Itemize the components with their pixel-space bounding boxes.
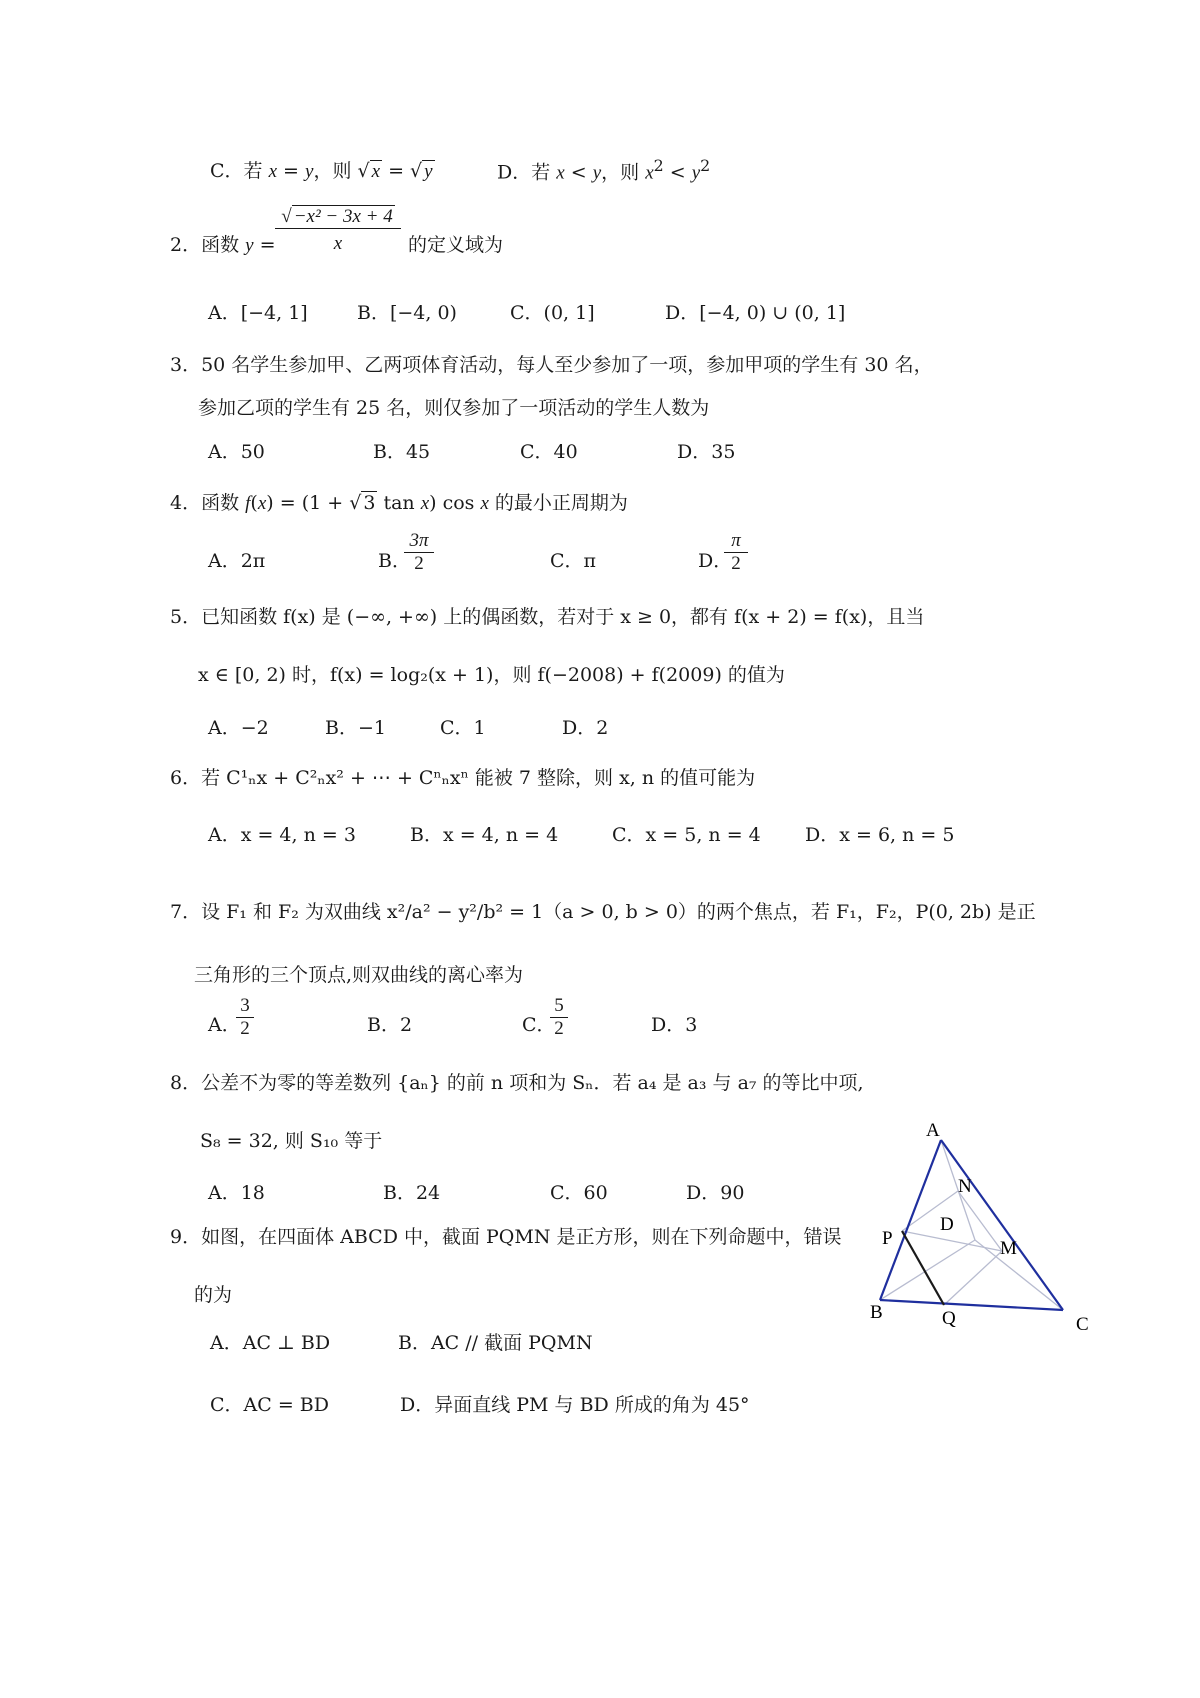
q6-option-a: A．x = 4, n = 3 [208,824,356,846]
edge-qm [944,1251,1002,1305]
q1-option-c: C．若 x = y，则 √ x = √ y [210,160,433,182]
q9-option-b: B．AC // 截面 PQMN [398,1332,593,1354]
q2-option-b: B．[−4, 0) [357,302,457,324]
q5-option-c: C．1 [440,717,486,739]
q4-stem: 4．函数 f(x) = (1 + √ 3 tan x) cos x 的最小正周期为 [170,492,628,514]
q3-option-c: C．40 [520,441,578,463]
q2-option-a: A．[−4, 1] [208,302,308,324]
q6-stem: 6．若 C¹ₙx + C²ₙx² + ⋯ + Cⁿₙxⁿ 能被 7 整除，则 x, n 的值可能为 [170,767,756,789]
q9-option-d: D．异面直线 PM 与 BD 所成的角为 45° [400,1394,750,1416]
q7-stem-line1: 7．设 F₁ 和 F₂ 为双曲线 x²/a² − y²/b² = 1（a > 0, b > 0）的两个焦点，若 F₁，F₂，P(0, 2b) 是正 [170,901,1036,923]
q4-option-d: D． [698,550,733,572]
label-c: C [1076,1314,1089,1335]
label-n: N [958,1176,972,1197]
q8-option-b: B．24 [383,1182,441,1204]
q9-stem-line2: 的为 [194,1284,233,1306]
q7-option-c: C． [522,1014,556,1036]
q3-option-b: B．45 [373,441,431,463]
edge-pq [902,1231,944,1305]
q2-numerator: √ −x² − 3x + 4 [281,206,393,227]
q2-stem: 2．函数 y = [170,234,276,256]
q8-stem-line2: S₈ = 32, 则 S₁₀ 等于 [200,1130,383,1152]
label-p: P [882,1228,893,1249]
q4-option-b: B． [378,550,411,572]
q6-option-d: D．x = 6, n = 5 [805,824,955,846]
label-b: B [870,1302,883,1323]
q1-option-d: D．若 x < y，则 $x^2 < y^2$ [497,156,711,184]
q5-option-a: A．−2 [208,717,269,739]
q5-option-b: B．−1 [325,717,386,739]
q9-option-a: A．AC ⊥ BD [210,1332,331,1354]
q7-stem-line2: 三角形的三个顶点,则双曲线的离心率为 [194,964,524,986]
q4-option-b-fraction: $\frac{3\pi}{2}$ [404,530,434,575]
q2-option-c: C．(0, 1] [510,302,595,324]
q2-tail: 的定义域为 [408,234,504,256]
q7-option-c-fraction: $\frac{5}{2}$ [550,995,568,1040]
label-a: A [926,1120,940,1141]
edge-bc [880,1300,1063,1310]
edge-ab [880,1140,941,1300]
q3-option-d: D．35 [677,441,736,463]
q8-option-d: D．90 [686,1182,745,1204]
edge-ac [941,1140,1063,1310]
label-d: D [940,1214,954,1235]
q8-option-c: C．60 [550,1182,608,1204]
q9-stem-line1: 9．如图，在四面体 ABCD 中，截面 PQMN 是正方形，则在下列命题中，错误 [170,1226,842,1248]
q3-stem-line2: 参加乙项的学生有 25 名，则仅参加了一项活动的学生人数为 [198,397,710,419]
edge-bd [880,1240,975,1300]
q9-option-c: C．AC = BD [210,1394,329,1416]
q3-stem-line1: 3．50 名学生参加甲、乙两项体育活动，每人至少参加了一项，参加甲项的学生有 30 名， [170,354,933,376]
edge-nm [958,1191,1002,1251]
q5-stem-line2: x ∈ [0, 2) 时，f(x) = log₂(x + 1)，则 f(−2008) + f(2009) 的值为 [198,664,785,686]
q7-option-d: D．3 [651,1014,698,1036]
q4-option-a: A．2π [208,550,266,572]
q8-option-a: A．18 [208,1182,265,1204]
q2-option-d: D．[−4, 0) ∪ (0, 1] [665,302,846,324]
q4-option-d-fraction: $\frac{\pi}{2}$ [724,530,748,575]
q5-option-d: D．2 [562,717,609,739]
q3-option-a: A．50 [208,441,265,463]
q7-option-b: B．2 [367,1014,413,1036]
q2-denominator: x [275,228,401,255]
tetrahedron-figure [860,1118,1100,1338]
label-q: Q [942,1308,956,1329]
q5-stem-line1: 5．已知函数 f(x) 是 (−∞, +∞) 上的偶函数，若对于 x ≥ 0，都有 f(x + 2) = f(x)，且当 [170,606,925,628]
q2-fraction [275,206,401,255]
q4-option-c: C．π [550,550,597,572]
label-m: M [1000,1238,1017,1259]
q7-option-a-fraction: $\frac{3}{2}$ [236,995,254,1040]
q8-stem-line1: 8．公差不为零的等差数列 {aₙ} 的前 n 项和为 Sₙ．若 a₄ 是 a₃ 与 a₇ 的等比中项, [170,1072,864,1094]
q7-option-a: A． [208,1014,241,1036]
q6-option-c: C．x = 5, n = 4 [612,824,761,846]
q6-option-b: B．x = 4, n = 4 [410,824,559,846]
